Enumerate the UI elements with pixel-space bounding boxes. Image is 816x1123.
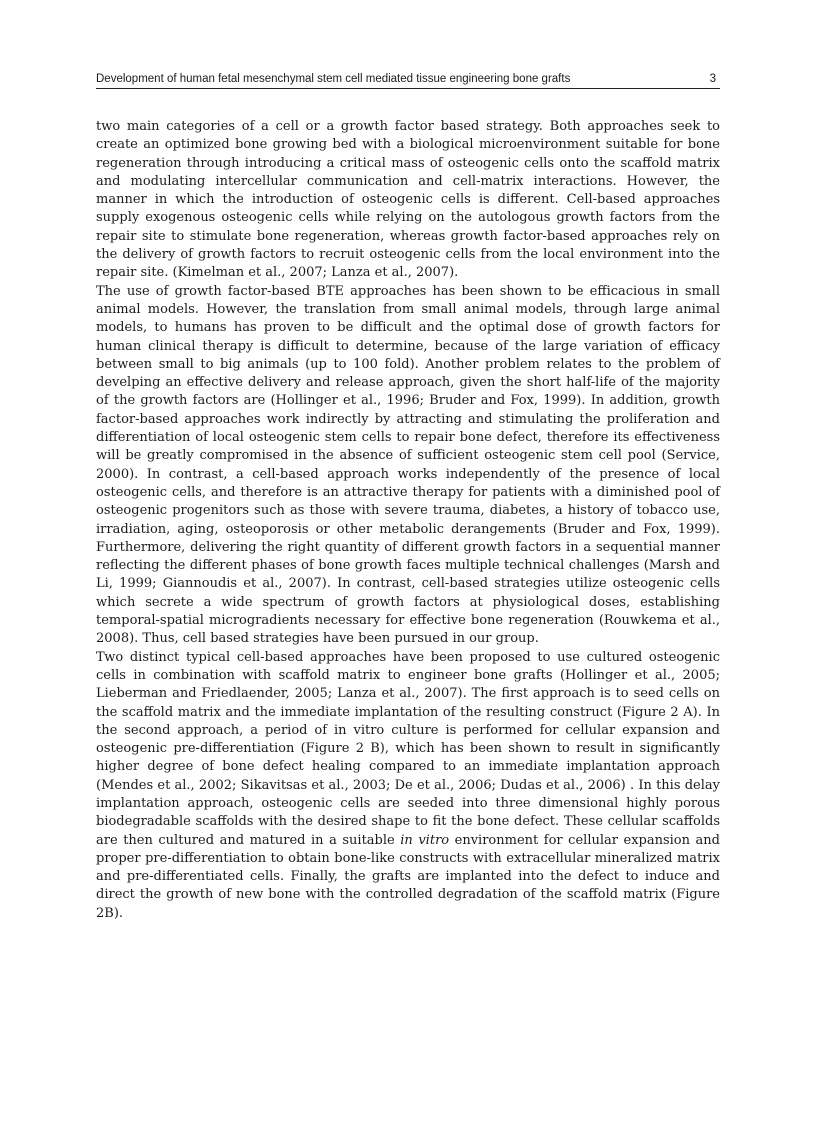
- paragraph-3-text-end: environment for cellular expansion and proper pre-differentiation to obtain bone-like constructs with extracellular mineralized matrix and pre-differentiated cells. Finally, the grafts are implanted into the defect to induce and direct the growth of new bone with the controlled degradation of the scaffold matrix (Figure 2B).: [96, 832, 720, 921]
- paragraph-2: The use of growth factor-based BTE approaches has been shown to be efficacious in small animal models. However, the translation from small animal models, through large animal models, to humans has proven to be difficult and the optimal dose of growth factors for human clinical therapy is difficult to determine, because of the large variation of efficacy between small to big animals (up to 100 fold). Another problem relates to the problem of develping an effective delivery and release approach, given the short half-life of the majority of the growth factors are (Hollinger et al., 1996; Bruder and Fox, 1999). In addition, growth factor-based approaches work indirectly by attracting and stimulating the proliferation and differentiation of local osteogenic stem cells to repair bone defect, therefore its effectiveness will be greatly compromised in the absence of sufficient osteogenic stem cell pool (Service, 2000). In contrast, a cell-based approach works independently of the presence of local osteogenic cells, and therefore is an attractive therapy for patients with a diminished pool of osteogenic progenitors such as those with severe trauma, diabetes, a history of tobacco use, irradiation, aging, osteoporosis or other metabolic derangements (Bruder and Fox, 1999). Furthermore, delivering the right quantity of different growth factors in a sequential manner reflecting the different phases of bone growth faces multiple technical challenges (Marsh and Li, 1999; Giannoudis et al., 2007). In contrast, cell-based strategies utilize osteogenic cells which secrete a wide spectrum of growth factors at physiological doses, establishing temporal-spatial microgradients necessary for effective bone regeneration (Rouwkema et al., 2008). Thus, cell based strategies have been pursued in our group.: [96, 283, 720, 647]
- paragraph-1: two main categories of a cell or a growth factor based strategy. Both approaches seek to create an optimized bone growing bed with a biological microenvironment suitable for bone regeneration through introducing a critical mass of osteogenic cells onto the scaffold matrix and modulating intercellular communication and cell-matrix interactions. However, the manner in which the introduction of osteogenic cells is different. Cell-based approaches supply exogenous osteogenic cells while relying on the autologous growth factors from the repair site to stimulate bone regeneration, whereas growth factor-based approaches rely on the delivery of growth factors to recruit osteogenic cells from the local environment into the repair site. (Kimelman et al., 2007; Lanza et al., 2007).: [96, 119, 720, 281]
- paragraph-3-text-start: Two distinct typical cell-based approaches have been proposed to use cultured osteogenic cells in combination with scaffold matrix to engineer bone grafts (Hollinger et al., 2005; Lieberman and Friedlaender, 2005; Lanza et al., 2007). The first approach is to seed cells on the scaffold matrix and the immediate implantation of the resulting construct (Figure 2 A). In the second approach, a period of in vitro culture is performed for cellular expansion and osteogenic pre-differentiation (Figure 2 B), which has been shown to result in significantly higher degree of bone defect healing compared to an immediate implantation approach (Mendes et al., 2002; Sikavitsas et al., 2003; De et al., 2006; Dudas et al., 2006) . In this delay implantation approach, osteogenic cells are seeded into three dimensional highly porous biodegradable scaffolds with the desired shape to fit the bone defect. These cellular scaffolds are then cultured and matured in a suitable: [96, 649, 720, 848]
- paragraph-3: [96, 649, 720, 923]
- running-header: [96, 70, 720, 89]
- italic-term: in vitro: [400, 832, 450, 848]
- running-header-title: Development of human fetal mesenchymal stem cell mediated tissue engineering bone grafts: [96, 73, 571, 85]
- body-text: [96, 118, 720, 923]
- page-number: 3: [709, 73, 716, 85]
